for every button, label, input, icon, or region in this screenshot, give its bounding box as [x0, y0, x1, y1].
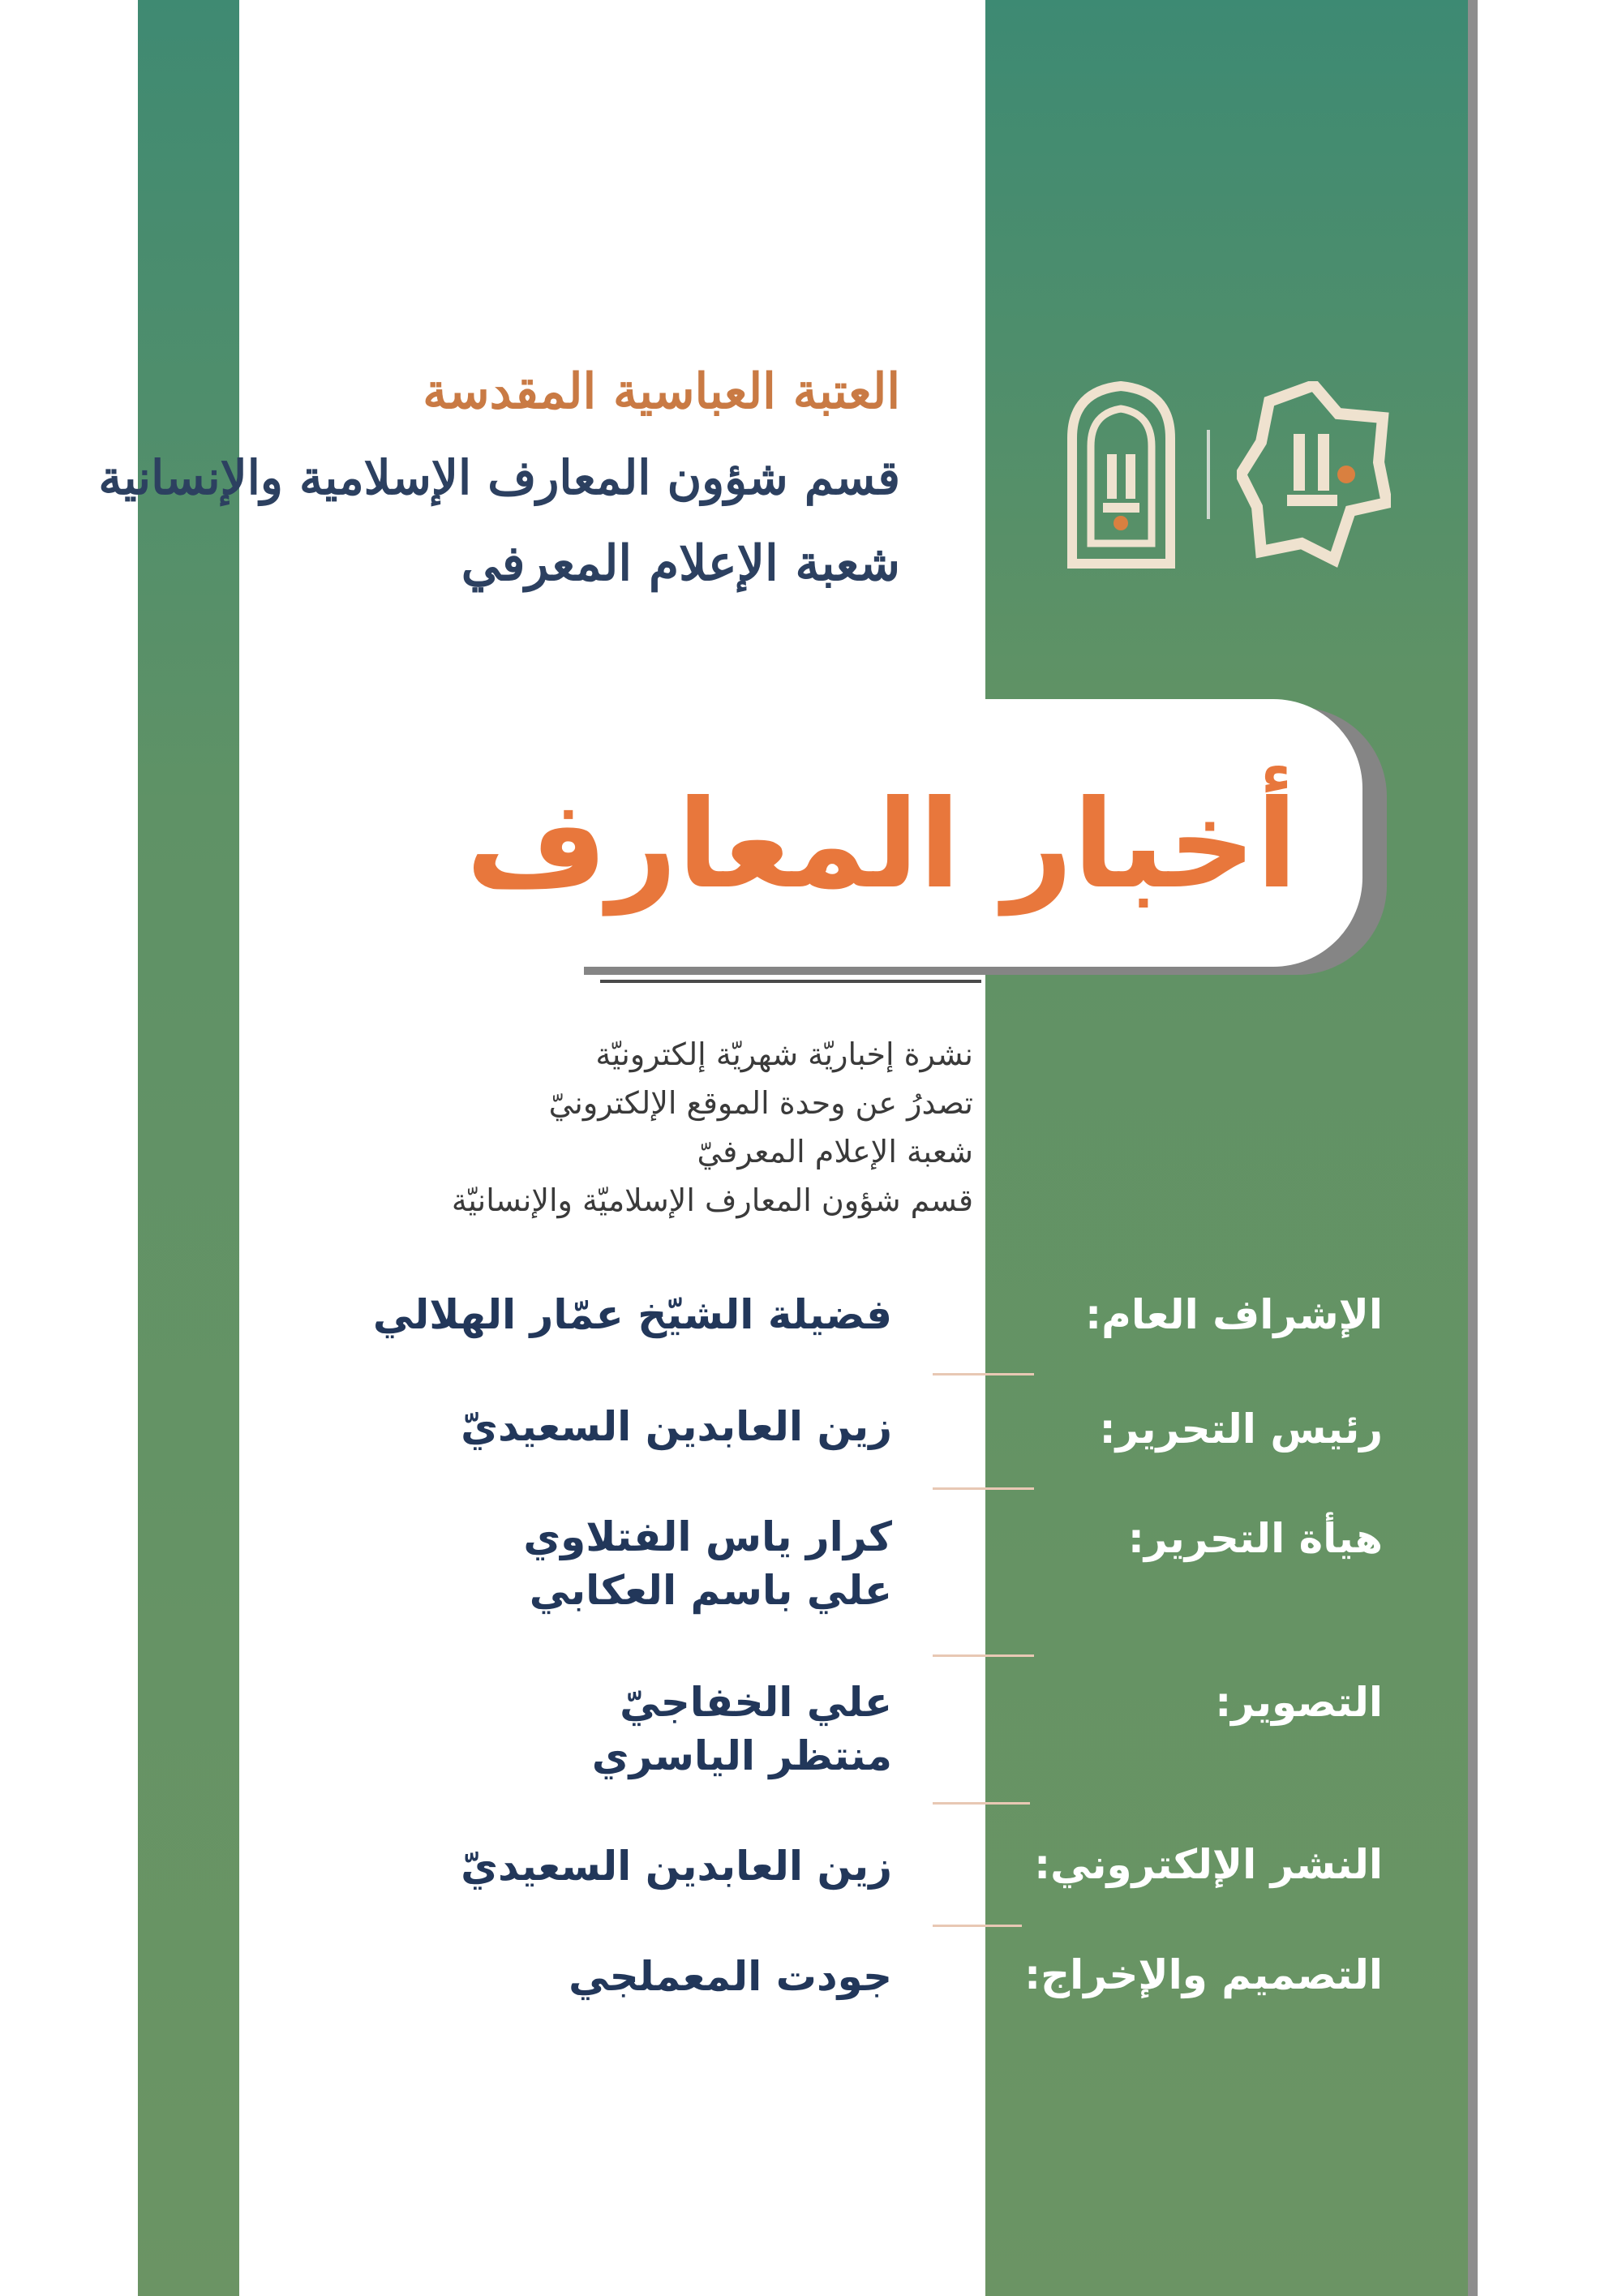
credit-separator-2 — [933, 1487, 1034, 1490]
credit-label-editor-in-chief: رئيس التحرير: — [1099, 1405, 1383, 1453]
header-line-2: قسم شؤون المعارف الإسلامية والإنسانية — [98, 450, 900, 505]
page-edge-shadow — [1468, 0, 1478, 2296]
credit-name-editorial-board-2: علي باسم العكابي — [529, 1567, 892, 1614]
credit-name-editorial-board-1: كرار ياس الفتلاوي — [523, 1513, 892, 1560]
credit-name-publishing: زين العابدين السعيديّ — [461, 1843, 892, 1890]
credit-separator-5 — [933, 1925, 1022, 1927]
credit-name-photography-1: علي الخفاجيّ — [620, 1679, 892, 1726]
credit-label-supervision: الإشراف العام: — [1085, 1291, 1383, 1338]
credit-separator-4 — [933, 1802, 1030, 1805]
credit-name-photography-2: منتظر الياسري — [591, 1732, 892, 1779]
star-emblem-icon — [1237, 381, 1391, 568]
credit-name-supervision: فضيلة الشيّخ عمّار الهلالي — [372, 1291, 892, 1338]
credit-label-editorial-board: هيأة التحرير: — [1127, 1515, 1383, 1562]
left-green-band — [138, 0, 239, 2296]
credit-label-design: التصميم والإخراج: — [1024, 1951, 1383, 1998]
logo-divider — [1207, 430, 1210, 519]
credit-label-photography: التصوير: — [1215, 1679, 1383, 1726]
shrine-emblem-icon — [1062, 381, 1180, 572]
description-line-2: تصدرُ عن وحدة الموقع الإلكترونيّ — [548, 1085, 973, 1121]
header-line-3: شعبة الإعلام المعرفي — [461, 535, 900, 592]
credit-separator-3 — [933, 1654, 1034, 1657]
description-line-4: قسم شؤون المعارف الإسلاميّة والإنسانيّة — [451, 1182, 973, 1218]
credit-name-editor-in-chief: زين العابدين السعيديّ — [461, 1403, 892, 1450]
credit-separator-1 — [933, 1373, 1034, 1375]
description-line-3: شعبة الإعلام المعرفيّ — [697, 1134, 973, 1169]
credit-name-design: جودت المعملجي — [569, 1953, 892, 2000]
description-line-1: نشرة إخباريّة شهريّة إلكترونيّة — [595, 1036, 973, 1072]
credit-label-publishing: النشر الإلكتروني: — [1034, 1841, 1383, 1888]
header-line-1: العتبة العباسية المقدسة — [423, 363, 900, 420]
title-underline — [600, 980, 981, 983]
publication-title: أخبار المعارف — [466, 775, 1298, 916]
